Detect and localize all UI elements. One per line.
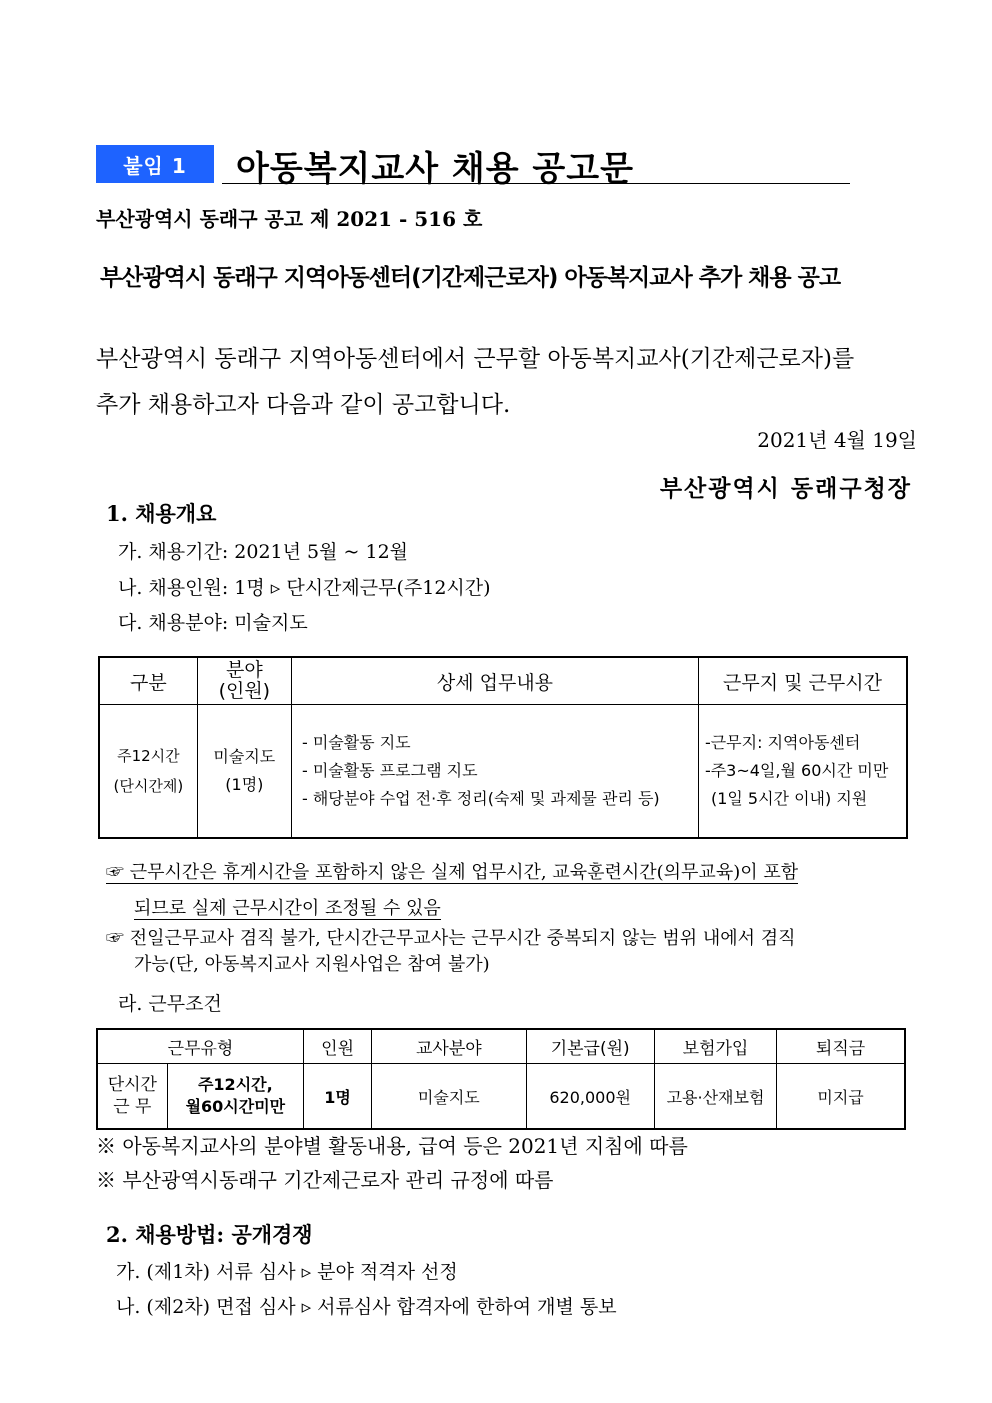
place-item: -근무지: 지역아동센터	[704, 733, 861, 752]
cell-teacher-field: 미술지도	[372, 1064, 526, 1130]
notice-number: 부산광역시 동래구 공고 제 2021 - 516 호	[96, 207, 483, 231]
note-work-hours	[106, 858, 798, 884]
remark-regulation: ※ 부산광역시동래구 기간제근로자 관리 규정에 따름	[96, 1168, 554, 1192]
table-row	[99, 705, 907, 839]
duty-item: - 미술활동 프로그램 지도	[301, 761, 478, 780]
item-period: 가. 채용기간: 2021년 5월 ~ 12월	[118, 541, 409, 563]
note-line: 되므로 실제 근무시간이 조정될 수 있음	[134, 898, 441, 919]
document-title: 아동복지교사 채용 공고문	[236, 149, 634, 189]
cell-text: (단시간제)	[113, 777, 184, 795]
item-document-screening: 가. (제1차) 서류 심사 ▹ 분야 적격자 선정	[116, 1261, 458, 1283]
col-severance: 퇴직금	[777, 1029, 905, 1064]
cell-insurance: 고용·산재보험	[654, 1064, 776, 1130]
cell-count: 1명	[304, 1064, 372, 1130]
cell-text: 단시간	[107, 1075, 157, 1095]
note-work-hours-cont	[134, 894, 441, 920]
table-header-row	[99, 657, 907, 705]
col-base-salary: 기본급(원)	[526, 1029, 654, 1064]
cell-duties	[291, 705, 698, 839]
table-row	[97, 1064, 905, 1130]
section-2-heading: 2. 채용방법: 공개경쟁	[106, 1222, 313, 1247]
place-item: -주3~4일,월 60시간 미만	[704, 761, 889, 780]
duty-item: - 미술활동 지도	[301, 733, 411, 752]
cell-text: 월60시간미만	[185, 1097, 286, 1116]
title-row	[96, 143, 850, 187]
conditions-table	[96, 1028, 906, 1130]
cell-place-hours	[698, 705, 907, 839]
cell-severance: 미지급	[777, 1064, 905, 1130]
duty-item: - 해당분야 수업 전·후 정리(숙제 및 과제물 관리 등)	[301, 789, 660, 808]
note-line: ☞ 근무시간은 휴게시간을 포함하지 않은 실제 업무시간, 교육훈련시간(의무교육)이 포함	[106, 862, 799, 883]
col-field-sublabel: (인원)	[218, 680, 271, 702]
section-1-heading: 1. 채용개요	[106, 501, 217, 526]
issuer: 부산광역시 동래구청장	[659, 475, 912, 502]
place-item: (1일 5시간 이내) 지원	[710, 789, 868, 808]
cell-text: (1명)	[225, 775, 264, 794]
col-teacher-field: 교사분야	[372, 1029, 526, 1064]
cell-text: 미술지도	[213, 747, 276, 766]
cell-text: 근 무	[113, 1097, 152, 1117]
col-category: 구분	[99, 657, 197, 705]
col-field-label: 분야	[225, 659, 263, 681]
col-count: 인원	[304, 1029, 372, 1064]
cell-text: 주12시간	[117, 747, 180, 765]
cell-work-type-a	[97, 1064, 167, 1130]
col-place-hours: 근무지 및 근무시간	[698, 657, 907, 705]
note-concurrent-cont: 가능(단, 아동복지교사 지원사업은 참여 불가)	[134, 954, 490, 975]
item-field: 다. 채용분야: 미술지도	[118, 612, 308, 634]
cell-category	[99, 705, 197, 839]
intro-line: 부산광역시 동래구 지역아동센터에서 근무할 아동복지교사(기간제근로자)를	[96, 346, 855, 372]
intro-paragraph	[96, 336, 926, 428]
note-concurrent: ☞ 전일근무교사 겸직 불가, 단시간근무교사는 근무시간 중복되지 않는 범위 내에서 겸직	[106, 928, 796, 949]
attachment-badge: 붙임 1	[96, 145, 214, 183]
col-insurance: 보험가입	[654, 1029, 776, 1064]
col-work-type: 근무유형	[97, 1029, 304, 1064]
cell-text: 주12시간,	[197, 1075, 273, 1094]
col-field	[197, 657, 291, 705]
cell-base-salary: 620,000원	[526, 1064, 654, 1130]
cell-field	[197, 705, 291, 839]
recruitment-table	[98, 656, 908, 839]
title-underline	[222, 183, 850, 184]
item-headcount: 나. 채용인원: 1명 ▹ 단시간제근무(주12시간)	[118, 577, 491, 599]
intro-line: 추가 채용하고자 다음과 같이 공고합니다.	[96, 392, 511, 418]
remark-guideline: ※ 아동복지교사의 분야별 활동내용, 급여 등은 2021년 지침에 따름	[96, 1134, 688, 1158]
cell-work-type-b	[167, 1064, 303, 1130]
item-interview: 나. (제2차) 면접 심사 ▹ 서류심사 합격자에 한하여 개별 통보	[116, 1296, 617, 1318]
item-conditions: 라. 근무조건	[118, 993, 222, 1015]
table-header-row	[97, 1029, 905, 1064]
notice-date: 2021년 4월 19일	[757, 428, 917, 452]
col-duties: 상세 업무내용	[291, 657, 698, 705]
notice-subtitle: 부산광역시 동래구 지역아동센터(기간제근로자) 아동복지교사 추가 채용 공고	[100, 265, 841, 291]
